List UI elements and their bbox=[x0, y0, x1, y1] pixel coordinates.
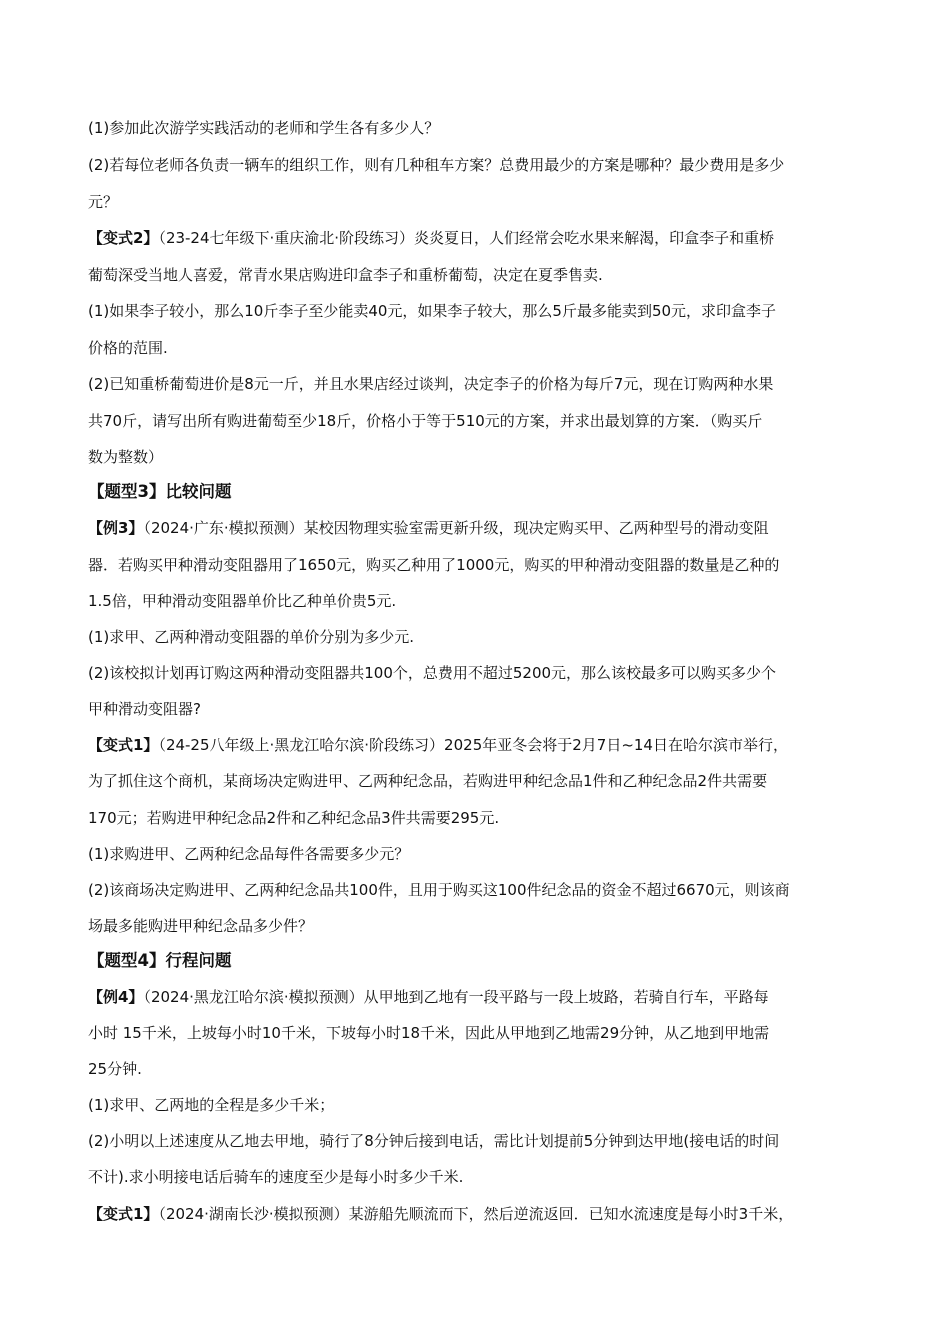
question-part-2: (2)若每位老师各负责一辆车的组织工作，则有几种租车方案？总费用最少的方案是哪种？最少费用是多少 bbox=[88, 156, 785, 174]
text-line: 器．若购买甲种滑动变阻器用了1650元，购买乙种用了1000元，购买的甲种滑动变阻器的数量是乙种的 bbox=[88, 556, 780, 574]
text-line: 价格的范围. bbox=[88, 339, 168, 357]
text-line: 共70斤，请写出所有购进葡萄至少18斤，价格小于等于510元的方案，并求出最划算的方案．（购买斤 bbox=[88, 412, 763, 430]
text-line: 170元；若购进甲种纪念品2件和乙种纪念品3件共需要295元. bbox=[88, 809, 500, 827]
text-line: 为了抓住这个商机，某商场决定购进甲、乙两种纪念品，若购进甲种纪念品1件和乙种纪念品2件共需要 bbox=[88, 772, 768, 790]
example-3-intro: 【例3】（2024·广东·模拟预测）某校因物理实验室需更新升级，现决定购买甲、乙两种型号的滑动变阻 bbox=[88, 519, 769, 537]
question-part-1: (1)求甲、乙两种滑动变阻器的单价分别为多少元. bbox=[88, 628, 415, 646]
question-part-1: (1)参加此次游学实践活动的老师和学生各有多少人？ bbox=[88, 119, 440, 137]
text-line: 小时 15千米，上坡每小时10千米，下坡每小时18千米，因此从甲地到乙地需29分钟，从乙地到甲地需 bbox=[88, 1024, 770, 1042]
variant-2-intro: 【变式2】（23-24七年级下·重庆渝北·阶段练习）炎炎夏日，人们经常会吃水果来解渴，印盒李子和重桥 bbox=[88, 229, 775, 247]
variant-tag: 【变式1】 bbox=[88, 1205, 159, 1223]
text-line: 甲种滑动变阻器? bbox=[88, 700, 201, 718]
question-part-2: (2)该校拟计划再订购这两种滑动变阻器共100个，总费用不超过5200元，那么该校最多可以购买多少个 bbox=[88, 664, 777, 682]
variant-tag: 【变式2】 bbox=[88, 229, 159, 247]
example-tag: 【例4】 bbox=[88, 988, 144, 1006]
example-4-intro: 【例4】（2024·黑龙江哈尔滨·模拟预测）从甲地到乙地有一段平路与一段上坡路，若骑自行车，平路每 bbox=[88, 988, 769, 1006]
question-part-1: (1)如果李子较小，那么10斤李子至少能卖40元，如果李子较大，那么5斤最多能卖到50元，求印盒李子 bbox=[88, 302, 777, 320]
section-heading-type-4: 【题型4】行程问题 bbox=[88, 951, 232, 970]
text-line: 场最多能购进甲种纪念品多少件？ bbox=[88, 917, 314, 935]
text-line: 元？ bbox=[88, 193, 119, 211]
text-line: 1.5倍，甲种滑动变阻器单价比乙种单价贵5元. bbox=[88, 592, 397, 610]
question-part-2: (2)已知重桥葡萄进价是8元一斤，并且水果店经过谈判，决定李子的价格为每斤7元，现在订购两种水果 bbox=[88, 375, 774, 393]
question-part-1: (1)求购进甲、乙两种纪念品每件各需要多少元？ bbox=[88, 845, 410, 863]
question-part-2: (2)该商场决定购进甲、乙两种纪念品共100件，且用于购买这100件纪念品的资金不超过6670元，则该商 bbox=[88, 881, 790, 899]
question-part-2: (2)小明以上述速度从乙地去甲地，骑行了8分钟后接到电话，需比计划提前5分钟到达甲地(接电话的时间 bbox=[88, 1132, 780, 1150]
variant-tag: 【变式1】 bbox=[88, 736, 159, 754]
section-heading-type-3: 【题型3】比较问题 bbox=[88, 482, 232, 501]
text-line: 不计).求小明接电话后骑车的速度至少是每小时多少千米. bbox=[88, 1168, 464, 1186]
variant-1-intro: 【变式1】（2024·湖南长沙·模拟预测）某游船先顺流而下，然后逆流返回．已知水流速度是每小时3千米， bbox=[88, 1205, 794, 1223]
text-line: 葡萄深受当地人喜爱，常青水果店购进印盒李子和重桥葡萄，决定在夏季售卖. bbox=[88, 266, 603, 284]
question-part-1: (1)求甲、乙两地的全程是多少千米； bbox=[88, 1096, 335, 1114]
text-line: 数为整数） bbox=[88, 448, 164, 466]
variant-1-intro: 【变式1】（24-25八年级上·黑龙江哈尔滨·阶段练习）2025年亚冬会将于2月7日~14日在哈尔滨市举行， bbox=[88, 736, 788, 754]
example-tag: 【例3】 bbox=[88, 519, 144, 537]
text-line: 25分钟. bbox=[88, 1060, 142, 1078]
